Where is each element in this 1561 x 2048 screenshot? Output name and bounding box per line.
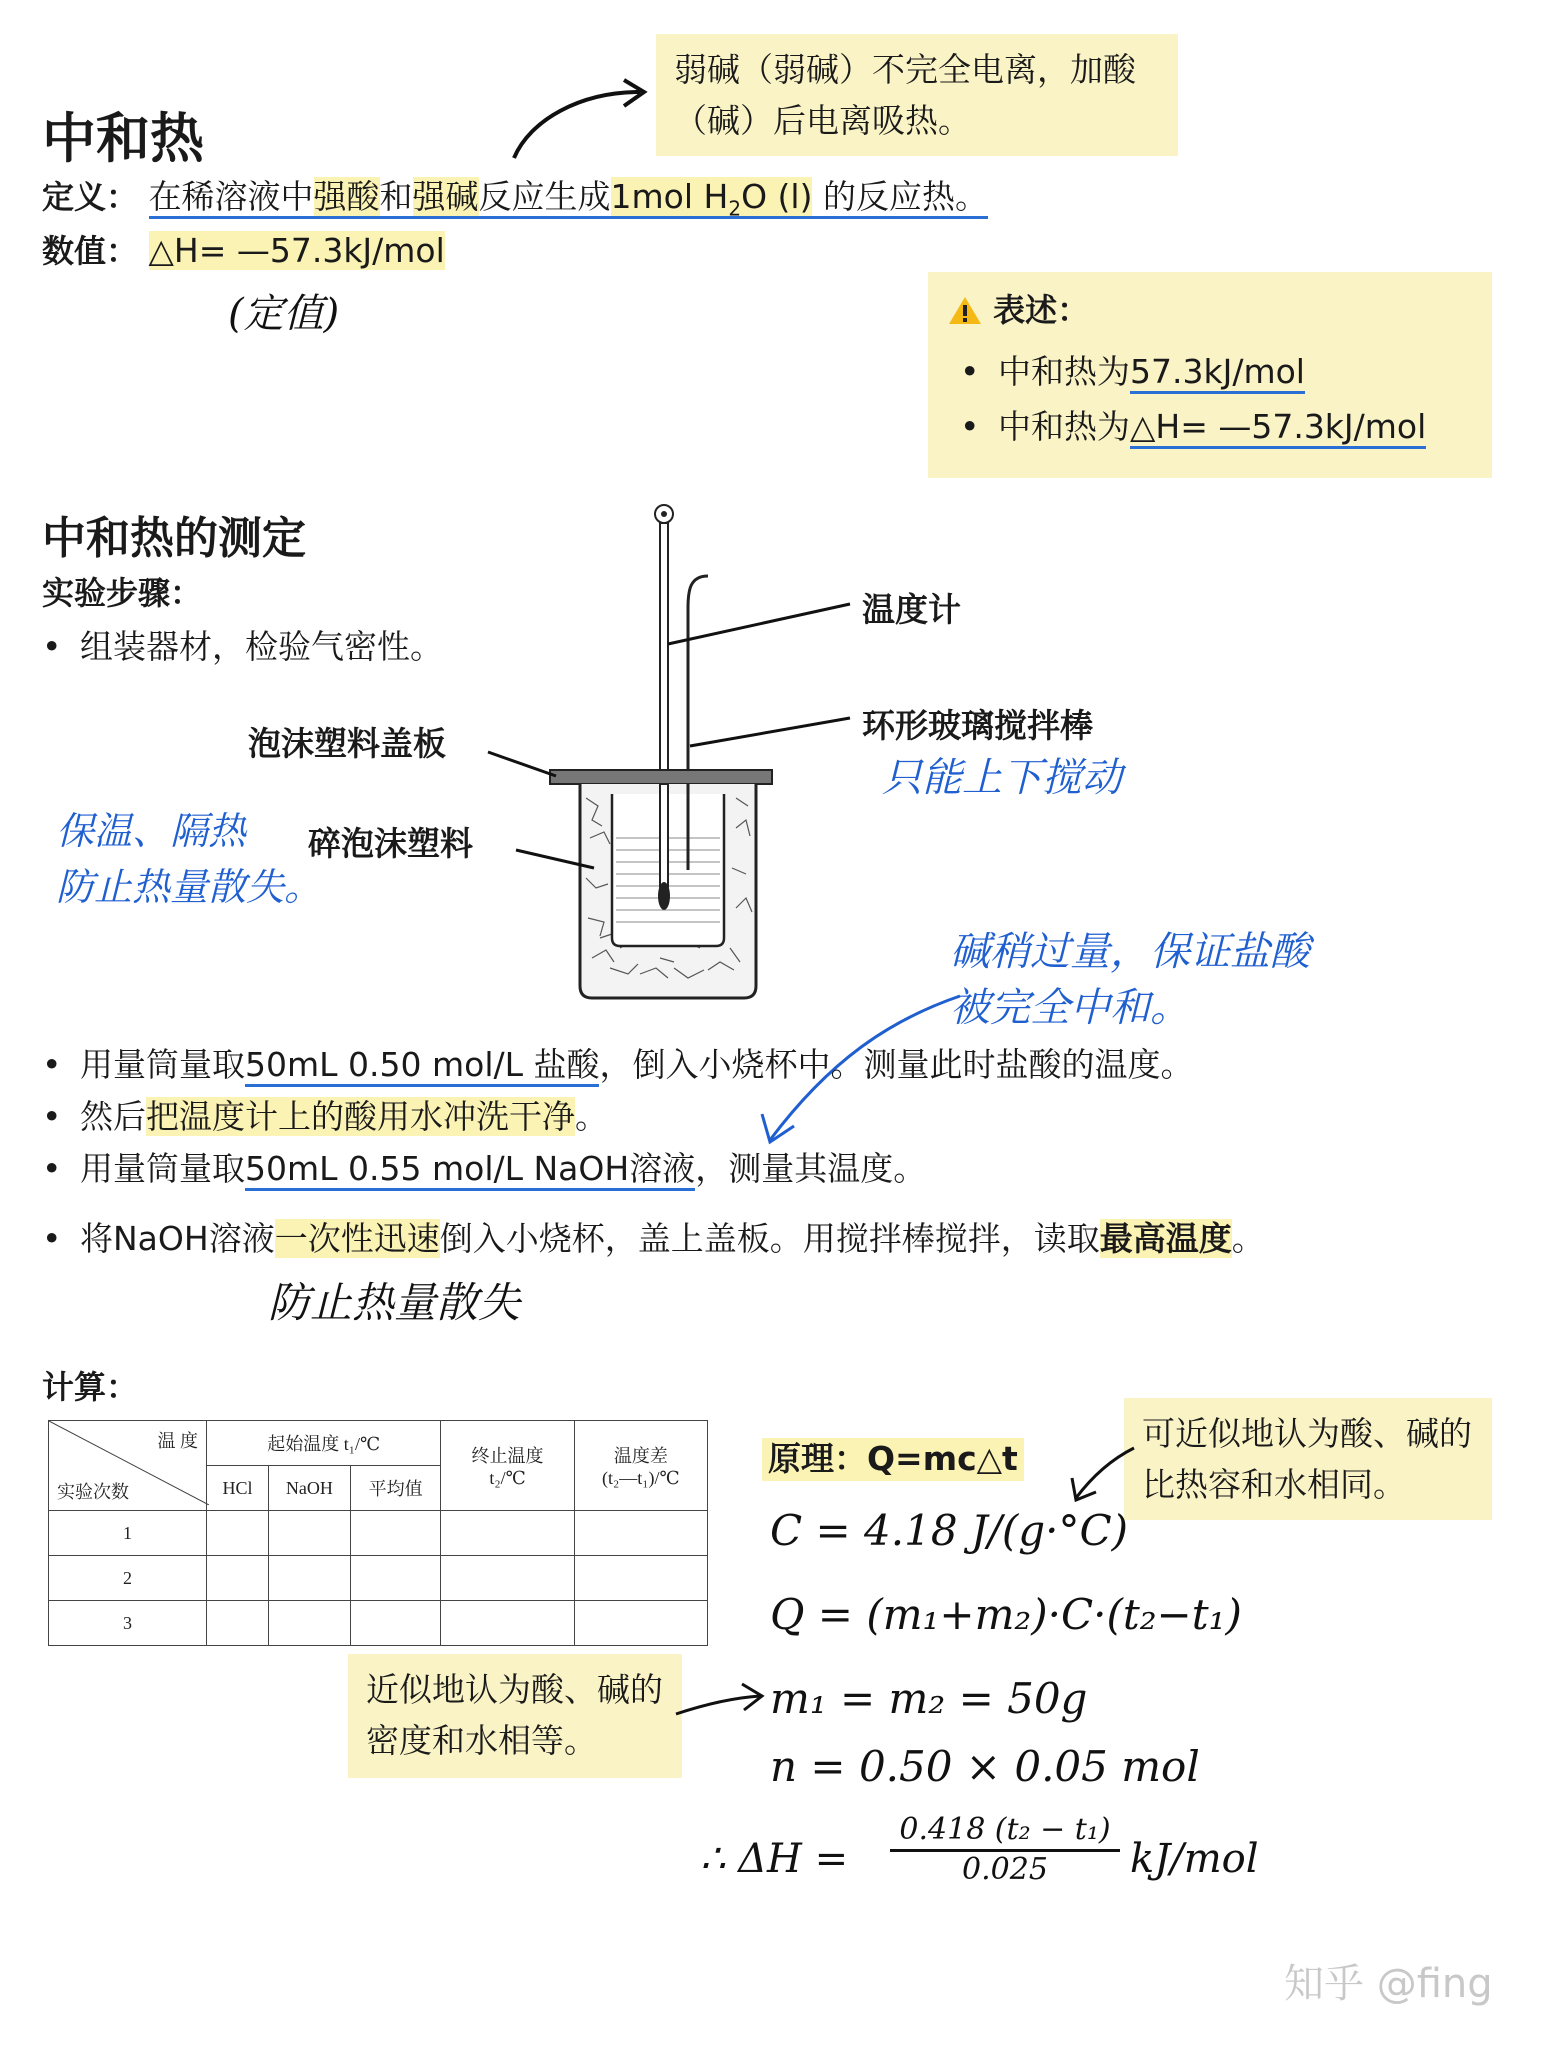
value-text: △H= —57.3kJ/mol (148, 231, 445, 270)
heat-note-arrow (1064, 1440, 1144, 1510)
density-note-arrow (670, 1676, 770, 1736)
step-3: • 然后把温度计上的酸用水冲洗干净。 (80, 1096, 608, 1139)
table-row: 1 (49, 1511, 708, 1556)
foam-note-2: 防止热量散失。 (56, 865, 323, 909)
experiment-table (48, 1420, 708, 1646)
formula-q: Q = (m₁+m₂)·C·(t₂−t₁) (770, 1590, 1242, 1639)
steps-label: 实验步骤： (42, 574, 203, 612)
formula-c: C = 4.18 J/(g·°C) (770, 1506, 1129, 1555)
top-note: 弱碱（弱碱）不完全电离，加酸（碱）后电离吸热。 (656, 34, 1178, 156)
expression-item-2: • 中和热为△H= —57.3kJ/mol (998, 401, 1472, 452)
end-temp-header: 终止温度 t₂/℃ (441, 1421, 574, 1511)
step-1: • 组装器材，检验气密性。 (80, 626, 443, 669)
page-title: 中和热 (42, 107, 204, 170)
step-4: • 用量筒量取50mL 0.55 mol/L NaOH溶液，测量其温度。 (80, 1148, 926, 1191)
hcl-header: HCl (206, 1466, 268, 1511)
excess-note-2: 被完全中和。 (950, 985, 1190, 1031)
naoh-header: NaOH (268, 1466, 350, 1511)
foam-label: 碎泡沫塑料 (308, 824, 473, 863)
temp-diff-header: 温度差 (t₂—t₁)/℃ (574, 1421, 707, 1511)
density-note: 近似地认为酸、碱的密度和水相等。 (348, 1654, 682, 1778)
heat-capacity-note: 可近似地认为酸、碱的比热容和水相同。 (1124, 1398, 1492, 1520)
foam-note-1: 保温、隔热 (56, 809, 247, 853)
table-corner: 温 度 实验次数 (49, 1421, 207, 1511)
step-5: • 将NaOH溶液一次性迅速倒入小烧杯，盖上盖板。用搅拌棒搅拌，读取最高温度。 (80, 1218, 1265, 1261)
avg-header: 平均值 (350, 1466, 441, 1511)
step-2: • 用量筒量取50mL 0.50 mol/L 盐酸，倒入小烧杯中。测量此时盐酸的温度。 (80, 1044, 1193, 1087)
stirrer-note: 只能上下搅动 (882, 755, 1122, 801)
step-5-note: 防止热量散失 (268, 1278, 521, 1327)
formula-n: n = 0.50 × 0.05 mol (770, 1742, 1200, 1791)
calc-label: 计算： (42, 1368, 139, 1406)
principle: 原理：Q=mc△t (762, 1438, 1024, 1481)
expression-item-1: • 中和热为57.3kJ/mol (998, 346, 1472, 397)
definition-line: 定义： 在稀溶液中强酸和强碱反应生成1mol $H_2O$ (l) 的反应热。 (42, 177, 988, 221)
definition-text: 在稀溶液中强酸和强碱反应生成1mol $H_2O$ (l) 的反应热。 (148, 177, 988, 221)
formula-m: m₁ = m₂ = 50g (770, 1674, 1088, 1723)
expression-box: 表述： • 中和热为57.3kJ/mol • 中和热为△H= —57.3kJ/mol (928, 272, 1492, 478)
excess-note-1: 碱稍过量，保证盐酸 (950, 929, 1310, 975)
watermark: 知乎 @fing (1284, 1961, 1493, 2007)
table-row: 3 (49, 1601, 708, 1646)
table-row: 2 (49, 1556, 708, 1601)
stirrer-label: 环形玻璃搅拌棒 (862, 706, 1093, 745)
fixed-value-note: (定值) (228, 291, 340, 337)
value-line: 数值： △H= —57.3kJ/mol (42, 231, 445, 270)
measurement-title: 中和热的测定 (42, 513, 306, 564)
lid-label: 泡沫塑料盖板 (248, 724, 446, 763)
thermometer-label: 温度计 (862, 590, 961, 629)
start-temp-header: 起始温度 t₁/℃ (206, 1421, 440, 1466)
